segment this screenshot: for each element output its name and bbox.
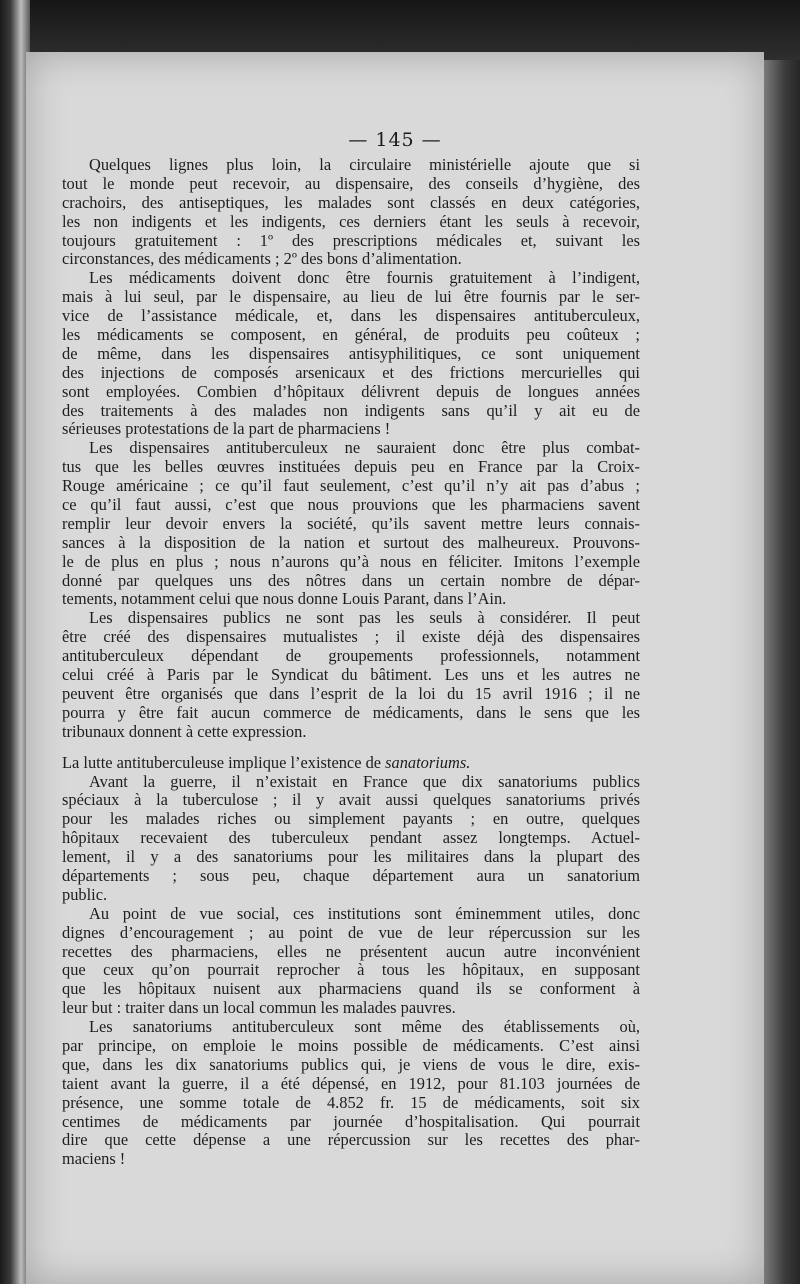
paragraph-8 bbox=[62, 1018, 640, 1169]
text-line: que, dans les dix sanatoriums publics qui, je viens de vous le dire, exis- bbox=[62, 1054, 640, 1074]
text-line: centimes de médicaments par journée d’hospitalisation. Qui pourrait bbox=[62, 1111, 640, 1131]
text-line: maciens ! bbox=[62, 1149, 126, 1169]
text-line: crachoirs, des antiseptiques, les malades sont classés en deux catégories, bbox=[62, 192, 640, 212]
text-line: Les dispensaires publics ne sont pas les seuls à considérer. Il peut bbox=[89, 608, 640, 628]
text-line: celui créé à Paris par le Syndicat du bâtiment. Les uns et les autres ne bbox=[62, 665, 640, 685]
text-line: remplir leur devoir envers la société, qu’ils savent mettre leurs connais- bbox=[62, 513, 640, 533]
book-page bbox=[26, 52, 764, 1284]
text-line: vice de l’assistance médicale, et, dans les dispensaires antituberculeux, bbox=[62, 306, 640, 326]
text-line: antituberculeux dépendant de groupements professionnels, notamment bbox=[62, 646, 640, 666]
text-line: sances à la disposition de la nation et surtout des malheureux. Prouvons- bbox=[62, 532, 640, 552]
text-line: tribunaux donnent à cette expression. bbox=[62, 721, 307, 741]
text-line: être créé des dispensaires mutualistes ; il existe déjà des dispensaires bbox=[62, 627, 640, 647]
text-line: pour les malades riches ou simplement payants ; en outre, quelques bbox=[62, 809, 640, 829]
text-line: que les hôpitaux nuisent aux pharmaciens quand ils se conforment à bbox=[62, 979, 640, 999]
text-line: dire que cette dépense a une répercussion sur les recettes des phar- bbox=[62, 1130, 640, 1150]
page-number: — 145 — bbox=[348, 129, 442, 151]
text-line: toujours gratuitement : 1º des prescriptions médicales et, suivant les bbox=[62, 230, 640, 250]
scan-dark-right-edge bbox=[764, 60, 800, 1284]
text-line: Quelques lignes plus loin, la circulaire ministérielle ajoute que si bbox=[89, 155, 640, 174]
paragraph-6 bbox=[62, 773, 640, 905]
scan-dark-top-edge bbox=[0, 0, 800, 60]
text-line: des injections de composés arsenicaux et des frictions mercurielles qui bbox=[62, 362, 640, 382]
sanatoriums-emphasis: sanatoriums. bbox=[385, 752, 471, 772]
text-line: les non indigents et les indigents, ces derniers étant les seuls à recevoir, bbox=[62, 211, 640, 231]
text-line: taient avant la guerre, il a été dépensé, en 1912, pour 81.103 journées de bbox=[62, 1073, 640, 1093]
text-line: public. bbox=[62, 884, 108, 904]
text-line: le de plus en plus ; nous n’aurons qu’à nous en féliciter. Imitons l’exemple bbox=[62, 551, 640, 571]
text-line: sont employées. Combien d’hôpitaux délivrent depuis de longues années bbox=[62, 381, 640, 401]
text-line: hôpitaux recevaient des tuberculeux pendant assez longtemps. Actuel- bbox=[62, 828, 640, 848]
text-line: Les sanatoriums antituberculeux sont même des établissements où, bbox=[89, 1017, 640, 1037]
sanatoriums-lead-text: La lutte antituberculeuse implique l’existence de bbox=[62, 752, 386, 772]
text-line: recettes des pharmaciens, elles ne présentent aucun autre inconvénient bbox=[62, 941, 640, 961]
text-line: tus que les belles œuvres instituées depuis peu en France par la Croix- bbox=[62, 457, 640, 477]
paragraph-5 bbox=[62, 754, 640, 773]
paragraph-1 bbox=[62, 156, 640, 269]
text-line: spéciaux à la tuberculose ; il y avait aussi quelques sanatoriums privés bbox=[62, 790, 640, 810]
text-line: Les dispensaires antituberculeux ne sauraient donc être plus combat- bbox=[89, 438, 640, 458]
text-line: des traitements à des malades non indigents sans qu’il y ait eu de bbox=[62, 400, 640, 420]
text-line: leur but : traiter dans un local commun les malades pauvres. bbox=[62, 998, 456, 1018]
text-line bbox=[62, 754, 640, 773]
text-line: tout le monde peut recevoir, au dispensaire, des conseils d’hygiène, des bbox=[62, 173, 640, 193]
text-line: lement, il y a des sanatoriums pour les militaires dans la plupart des bbox=[62, 847, 640, 867]
text-line: Au point de vue social, ces institutions sont éminemment utiles, donc bbox=[89, 903, 640, 923]
paragraph-3 bbox=[62, 439, 640, 609]
text-line: que ceux qu’on pourrait reprocher à tous les hôpitaux, en supposant bbox=[62, 960, 640, 980]
text-line: dignes d’encouragement ; au point de vue de leur répercussion sur les bbox=[62, 922, 640, 942]
text-line: tements, notamment celui que nous donne Louis Parant, dans l’Ain. bbox=[62, 589, 507, 609]
text-line: Avant la guerre, il n’existait en France que dix sanatoriums publics bbox=[89, 771, 640, 791]
text-line: pourra y être fait aucun commerce de médicaments, dans le sens que les bbox=[62, 702, 640, 722]
text-line: de même, dans les dispensaires antisyphilitiques, ce sont uniquement bbox=[62, 343, 640, 363]
text-line: présence, une somme totale de 4.852 fr. 15 de médicaments, soit six bbox=[62, 1092, 640, 1112]
paragraph-7 bbox=[62, 905, 640, 1018]
text-line: peuvent être organisés que dans l’esprit de la loi du 15 avril 1916 ; il ne bbox=[62, 683, 640, 703]
paragraph-4 bbox=[62, 609, 640, 741]
paragraph-2 bbox=[62, 269, 640, 439]
text-line: départements ; sous peu, chaque département aura un sanatorium bbox=[62, 865, 640, 885]
text-line: les médicaments se composent, en général, de produits peu coûteux ; bbox=[62, 325, 640, 345]
page-text bbox=[62, 156, 640, 1169]
text-line: circonstances, des médicaments ; 2º des bons d’alimentation. bbox=[62, 249, 462, 269]
text-line: Rouge américaine ; ce qu’il faut seulement, c’est qu’il n’y ait pas d’abus ; bbox=[62, 476, 640, 496]
text-line: par principe, on emploie le moins possible de médicaments. C’est ainsi bbox=[62, 1035, 640, 1055]
text-line: Les médicaments doivent donc être fournis gratuitement à l’indigent, bbox=[89, 268, 640, 288]
text-line: mais à lui seul, par le dispensaire, au lieu de lui être fournis par le ser- bbox=[62, 287, 640, 307]
text-line: ce qu’il faut aussi, c’est que nous prouvions que les pharmaciens savent bbox=[62, 495, 640, 515]
text-line: sérieuses protestations de la part de pharmaciens ! bbox=[62, 419, 391, 439]
text-line: donné par quelques uns des nôtres dans un certain nombre de dépar- bbox=[62, 570, 640, 590]
